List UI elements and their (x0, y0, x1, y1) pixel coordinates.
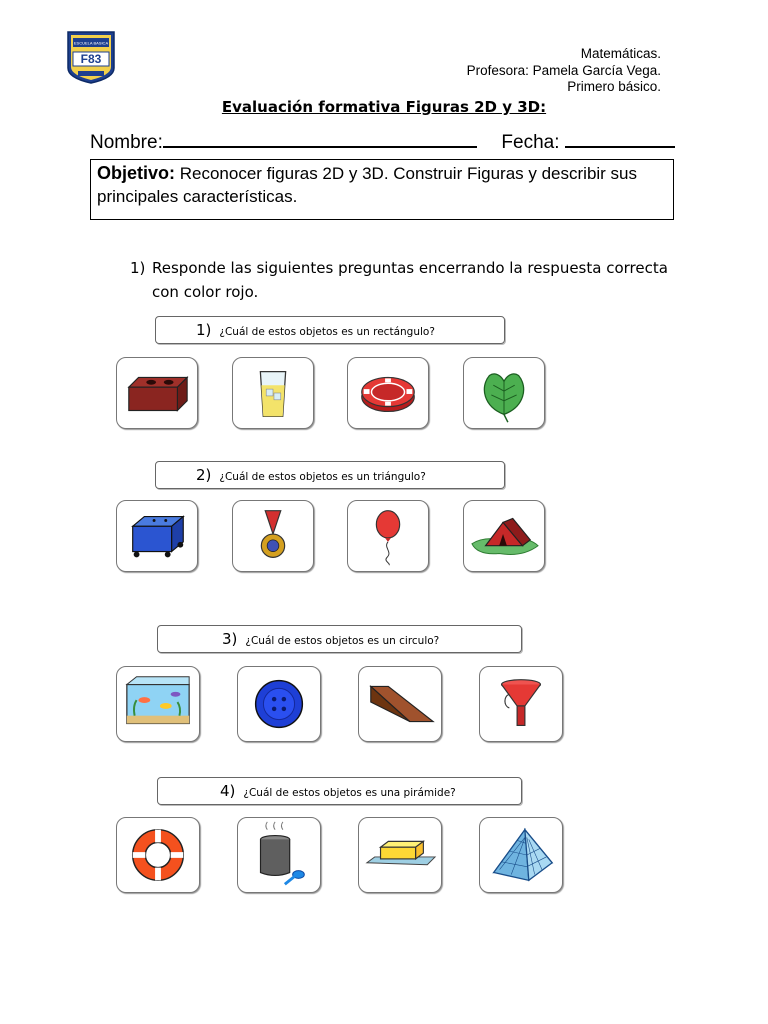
instruction-text-continued: con color rojo. (152, 283, 259, 301)
leaf-icon (464, 358, 544, 428)
date-field[interactable] (565, 128, 675, 148)
ramp-wedge-icon (359, 667, 441, 741)
name-field[interactable] (163, 128, 477, 148)
option-butter[interactable] (358, 817, 442, 893)
subject-label: Matemáticas. (580, 46, 661, 61)
question-2-box (155, 461, 505, 489)
question-number: 3) (222, 630, 238, 648)
option-balloon[interactable] (347, 500, 429, 572)
name-label: Nombre: (90, 132, 163, 153)
date-label: Fecha: (501, 132, 560, 153)
juice-glass-icon (233, 358, 313, 428)
option-brick[interactable] (116, 357, 198, 429)
option-medal[interactable] (232, 500, 314, 572)
question-4-box (157, 777, 522, 805)
balloon-icon (348, 501, 428, 571)
question-3-box (157, 625, 522, 653)
option-pyramid[interactable] (479, 817, 563, 893)
option-ramp-wedge[interactable] (358, 666, 442, 742)
question-text: ¿Cuál de estos objetos es un triángulo? (219, 471, 426, 483)
question-number: 1) (196, 321, 212, 339)
school-logo (66, 30, 116, 84)
option-leaf[interactable] (463, 357, 545, 429)
option-funnel[interactable] (479, 666, 563, 742)
poker-chip-icon (348, 358, 428, 428)
pot-icon (238, 818, 320, 892)
question-text: ¿Cuál de estos objetos es un circulo? (245, 635, 440, 647)
butter-icon (359, 818, 441, 892)
question-number: 2) (196, 466, 212, 484)
question-text: ¿Cuál de estos objetos es una pirámide? (243, 787, 456, 799)
grade-label: Primero básico. (567, 79, 661, 94)
option-button[interactable] (237, 666, 321, 742)
option-aquarium[interactable] (116, 666, 200, 742)
page-title: Evaluación formativa Figuras 2D y 3D: (221, 98, 547, 116)
ottoman-icon (117, 501, 197, 571)
objective-box (90, 159, 674, 220)
medal-icon (233, 501, 313, 571)
teacher-label: Profesora: Pamela García Vega. (466, 62, 661, 78)
objective-label: Objetivo: (97, 163, 176, 183)
pyramid-icon (480, 818, 562, 892)
aquarium-icon (117, 667, 199, 741)
option-juice-glass[interactable] (232, 357, 314, 429)
objective-text: Reconocer figuras 2D y 3D. Construir Figuras y describir sus principales características. (97, 164, 638, 206)
svg-text:ESCUELA BASICA: ESCUELA BASICA (73, 40, 109, 46)
question-number: 4) (220, 782, 236, 800)
instruction-text: Responde las siguientes preguntas encerrando la respuesta correcta (152, 259, 668, 277)
question-text: ¿Cuál de estos objetos es un rectángulo? (219, 326, 435, 338)
button-icon (238, 667, 320, 741)
instruction (130, 256, 670, 304)
svg-text:F83: F83 (80, 52, 102, 66)
tent-icon (464, 501, 544, 571)
option-pot[interactable] (237, 817, 321, 893)
option-ottoman[interactable] (116, 500, 198, 572)
option-life-ring[interactable] (116, 817, 200, 893)
instruction-number: 1) (130, 259, 146, 277)
name-date-row (90, 128, 675, 154)
option-tent[interactable] (463, 500, 545, 572)
question-1-box (155, 316, 505, 344)
life-ring-icon (117, 818, 199, 892)
funnel-icon (480, 667, 562, 741)
header-info (467, 46, 661, 96)
option-poker-chip[interactable] (347, 357, 429, 429)
brick-icon (117, 358, 197, 428)
